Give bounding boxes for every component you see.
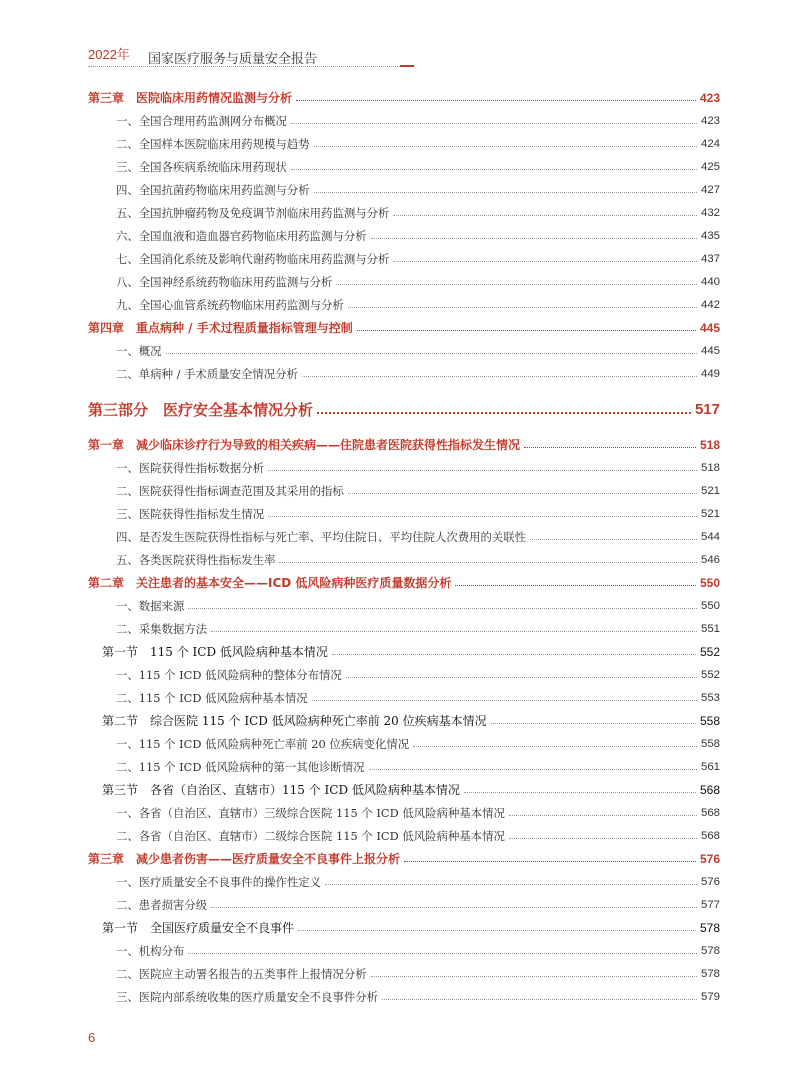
toc-section-entry[interactable]	[88, 778, 720, 801]
toc-entry-page: 578	[699, 920, 720, 935]
toc-entry-page: 544	[700, 530, 720, 543]
toc-item-entry[interactable]	[88, 732, 720, 755]
toc-item-entry[interactable]	[88, 362, 720, 385]
toc-item-entry[interactable]	[88, 824, 720, 847]
toc-item-entry[interactable]	[88, 247, 720, 270]
toc-entry-page: 558	[700, 737, 720, 750]
toc-entry-label: 四、全国抗菌药物临床用药监测与分析	[116, 182, 310, 197]
toc-entry-label: 一、医院获得性指标数据分析	[116, 460, 265, 475]
dot-leader	[188, 608, 697, 609]
toc-entry-page: 423	[699, 90, 720, 105]
toc-entry-page: 576	[699, 851, 720, 866]
toc-entry-label: 二、115 个 ICD 低风险病种的第一其他诊断情况	[116, 759, 365, 774]
toc-entry-label: 九、全国心血管系统药物临床用药监测与分析	[116, 297, 344, 312]
toc-entry-page: 576	[700, 875, 720, 888]
toc-entry-label: 二、患者损害分级	[116, 897, 208, 912]
toc-entry-label: 一、概况	[116, 343, 162, 358]
toc-entry-page: 546	[700, 553, 720, 566]
toc-entry-label: 第三部分 医疗安全基本情况分析	[88, 400, 314, 419]
toc-item-entry[interactable]	[88, 525, 720, 548]
toc-section-entry[interactable]	[88, 916, 720, 939]
toc-entry-page: 440	[700, 275, 720, 288]
toc-entry-label: 第二章 关注患者的基本安全——ICD 低风险病种医疗质量数据分析	[88, 576, 452, 590]
toc-entry-label: 二、医院应主动署名报告的五类事件上报情况分析	[116, 966, 367, 981]
toc-entry-label: 一、数据来源	[116, 598, 185, 613]
dot-leader	[404, 861, 696, 862]
dot-leader	[317, 412, 691, 414]
toc-chapter-entry[interactable]	[88, 433, 720, 456]
dot-leader	[369, 769, 697, 770]
dot-leader	[357, 330, 696, 331]
toc-entry-page: 550	[699, 575, 720, 590]
toc-part-entry[interactable]	[88, 385, 720, 433]
toc-entry-page: 568	[699, 782, 720, 797]
toc-entry-page: 517	[694, 400, 720, 418]
toc-entry-label: 五、全国抗肿瘤药物及免疫调节剂临床用药监测与分析	[116, 205, 390, 220]
toc-entry-label: 三、全国各疾病系统临床用药现状	[116, 159, 287, 174]
toc-entry-label: 第三章 医院临床用药情况监测与分析	[88, 91, 293, 105]
toc-item-entry[interactable]	[88, 456, 720, 479]
dot-leader	[298, 930, 696, 931]
dot-leader	[211, 631, 697, 632]
dot-leader	[509, 838, 697, 839]
toc-entry-page: 568	[700, 806, 720, 819]
dot-leader	[314, 146, 697, 147]
toc-entry-page: 432	[700, 206, 720, 219]
dot-leader	[371, 238, 697, 239]
page-header	[88, 44, 414, 70]
dot-leader	[348, 307, 697, 308]
toc-entry-page: 552	[699, 644, 720, 659]
header-rule-accent	[400, 65, 414, 67]
toc-entry-page: 578	[700, 967, 720, 980]
dot-leader	[336, 284, 697, 285]
toc-item-entry[interactable]	[88, 479, 720, 502]
toc-entry-page: 518	[699, 437, 720, 452]
toc-entry-page: 427	[700, 183, 720, 196]
toc-item-entry[interactable]	[88, 893, 720, 916]
toc-entry-page: 579	[700, 990, 720, 1003]
toc-entry-page: 578	[700, 944, 720, 957]
toc-entry-page: 521	[700, 507, 720, 520]
toc-item-entry[interactable]	[88, 270, 720, 293]
dot-leader	[166, 353, 697, 354]
toc-entry-page: 577	[700, 898, 720, 911]
toc-entry-page: 558	[699, 713, 720, 728]
dot-leader	[279, 562, 697, 563]
dot-leader	[413, 746, 697, 747]
dot-leader	[296, 100, 696, 101]
toc-entry-label: 二、采集数据方法	[116, 621, 208, 636]
toc-entry-label: 二、各省（自治区、直辖市）二级综合医院 115 个 ICD 低风险病种基本情况	[116, 828, 505, 843]
toc-entry-page: 561	[700, 760, 720, 773]
header-year: 2022年	[88, 47, 130, 62]
dot-leader	[291, 123, 697, 124]
dot-leader	[325, 884, 697, 885]
toc-item-entry[interactable]	[88, 178, 720, 201]
toc-entry-label: 二、单病种 / 手术质量安全情况分析	[116, 366, 298, 381]
dot-leader	[348, 493, 697, 494]
table-of-contents	[88, 86, 720, 1008]
toc-entry-label: 七、全国消化系统及影响代谢药物临床用药监测与分析	[116, 251, 390, 266]
header-title: 国家医疗服务与质量安全报告	[148, 52, 318, 67]
toc-item-entry[interactable]	[88, 686, 720, 709]
toc-entry-label: 三、医院内部系统收集的医疗质量安全不良事件分析	[116, 989, 378, 1004]
toc-item-entry[interactable]	[88, 132, 720, 155]
page-number: 6	[88, 1030, 96, 1045]
toc-entry-label: 第一节 115 个 ICD 低风险病种基本情况	[102, 645, 328, 659]
toc-chapter-entry[interactable]	[88, 847, 720, 870]
dot-leader	[464, 792, 696, 793]
toc-entry-label: 二、医院获得性指标调查范围及其采用的指标	[116, 483, 344, 498]
toc-entry-page: 445	[699, 320, 720, 335]
toc-item-entry[interactable]	[88, 594, 720, 617]
toc-entry-page: 553	[700, 691, 720, 704]
toc-entry-label: 六、全国血液和造血器官药物临床用药监测与分析	[116, 228, 367, 243]
dot-leader	[268, 470, 697, 471]
dot-leader	[312, 700, 697, 701]
dot-leader	[268, 516, 697, 517]
toc-entry-page: 449	[700, 367, 720, 380]
toc-entry-page: 518	[700, 461, 720, 474]
toc-section-entry[interactable]	[88, 640, 720, 663]
dot-leader	[291, 169, 697, 170]
toc-entry-label: 第三章 减少患者伤害——医疗质量安全不良事件上报分析	[88, 852, 401, 866]
dot-leader	[302, 376, 697, 377]
toc-entry-label: 第一章 减少临床诊疗行为导致的相关疾病——住院患者医院获得性指标发生情况	[88, 438, 521, 452]
toc-item-entry[interactable]	[88, 155, 720, 178]
toc-entry-label: 一、115 个 ICD 低风险病种的整体分布情况	[116, 667, 342, 682]
dot-leader	[211, 907, 697, 908]
dot-leader	[382, 999, 697, 1000]
toc-entry-page: 551	[700, 622, 720, 635]
toc-item-entry[interactable]	[88, 962, 720, 985]
toc-item-entry[interactable]	[88, 109, 720, 132]
toc-entry-label: 四、是否发生医院获得性指标与死亡率、平均住院日、平均住院人次费用的关联性	[116, 529, 527, 544]
toc-entry-page: 442	[700, 298, 720, 311]
header-rule	[88, 66, 400, 67]
toc-entry-page: 437	[700, 252, 720, 265]
toc-item-entry[interactable]	[88, 939, 720, 962]
toc-entry-label: 五、各类医院获得性指标发生率	[116, 552, 276, 567]
toc-entry-label: 一、机构分布	[116, 943, 185, 958]
dot-leader	[393, 261, 697, 262]
toc-item-entry[interactable]	[88, 548, 720, 571]
toc-entry-page: 445	[700, 344, 720, 357]
toc-item-entry[interactable]	[88, 502, 720, 525]
toc-chapter-entry[interactable]	[88, 86, 720, 109]
toc-entry-page: 550	[700, 599, 720, 612]
toc-item-entry[interactable]	[88, 201, 720, 224]
toc-item-entry[interactable]	[88, 663, 720, 686]
toc-entry-label: 三、医院获得性指标发生情况	[116, 506, 265, 521]
toc-item-entry[interactable]	[88, 870, 720, 893]
toc-entry-page: 424	[700, 137, 720, 150]
toc-entry-label: 一、各省（自治区、直辖市）三级综合医院 115 个 ICD 低风险病种基本情况	[116, 805, 505, 820]
toc-entry-page: 423	[700, 114, 720, 127]
toc-item-entry[interactable]	[88, 985, 720, 1008]
toc-entry-label: 一、全国合理用药监测网分布概况	[116, 113, 287, 128]
toc-item-entry[interactable]	[88, 224, 720, 247]
dot-leader	[530, 539, 697, 540]
toc-entry-label: 第一节 全国医疗质量安全不良事件	[102, 921, 295, 935]
dot-leader	[524, 447, 696, 448]
toc-section-entry[interactable]	[88, 709, 720, 732]
dot-leader	[346, 677, 697, 678]
toc-chapter-entry[interactable]	[88, 316, 720, 339]
dot-leader	[491, 723, 696, 724]
toc-entry-label: 第二节 综合医院 115 个 ICD 低风险病种死亡率前 20 位疾病基本情况	[102, 714, 487, 728]
dot-leader	[509, 815, 697, 816]
toc-entry-label: 二、115 个 ICD 低风险病种基本情况	[116, 690, 308, 705]
dot-leader	[393, 215, 697, 216]
toc-item-entry[interactable]	[88, 293, 720, 316]
toc-entry-page: 568	[700, 829, 720, 842]
toc-entry-label: 一、115 个 ICD 低风险病种死亡率前 20 位疾病变化情况	[116, 736, 410, 751]
toc-entry-label: 一、医疗质量安全不良事件的操作性定义	[116, 874, 322, 889]
toc-entry-page: 435	[700, 229, 720, 242]
toc-item-entry[interactable]	[88, 755, 720, 778]
dot-leader	[188, 953, 697, 954]
toc-entry-label: 第三节 各省（自治区、直辖市）115 个 ICD 低风险病种基本情况	[102, 783, 460, 797]
dot-leader	[371, 976, 697, 977]
toc-entry-page: 552	[700, 668, 720, 681]
toc-item-entry[interactable]	[88, 339, 720, 362]
dot-leader	[332, 654, 696, 655]
toc-entry-page: 521	[700, 484, 720, 497]
toc-item-entry[interactable]	[88, 801, 720, 824]
toc-entry-page: 425	[700, 160, 720, 173]
toc-entry-label: 第四章 重点病种 / 手术过程质量指标管理与控制	[88, 321, 353, 335]
toc-entry-label: 二、全国样本医院临床用药规模与趋势	[116, 136, 310, 151]
dot-leader	[314, 192, 697, 193]
toc-entry-label: 八、全国神经系统药物临床用药监测与分析	[116, 274, 333, 289]
dot-leader	[455, 585, 696, 586]
toc-chapter-entry[interactable]	[88, 571, 720, 594]
toc-item-entry[interactable]	[88, 617, 720, 640]
